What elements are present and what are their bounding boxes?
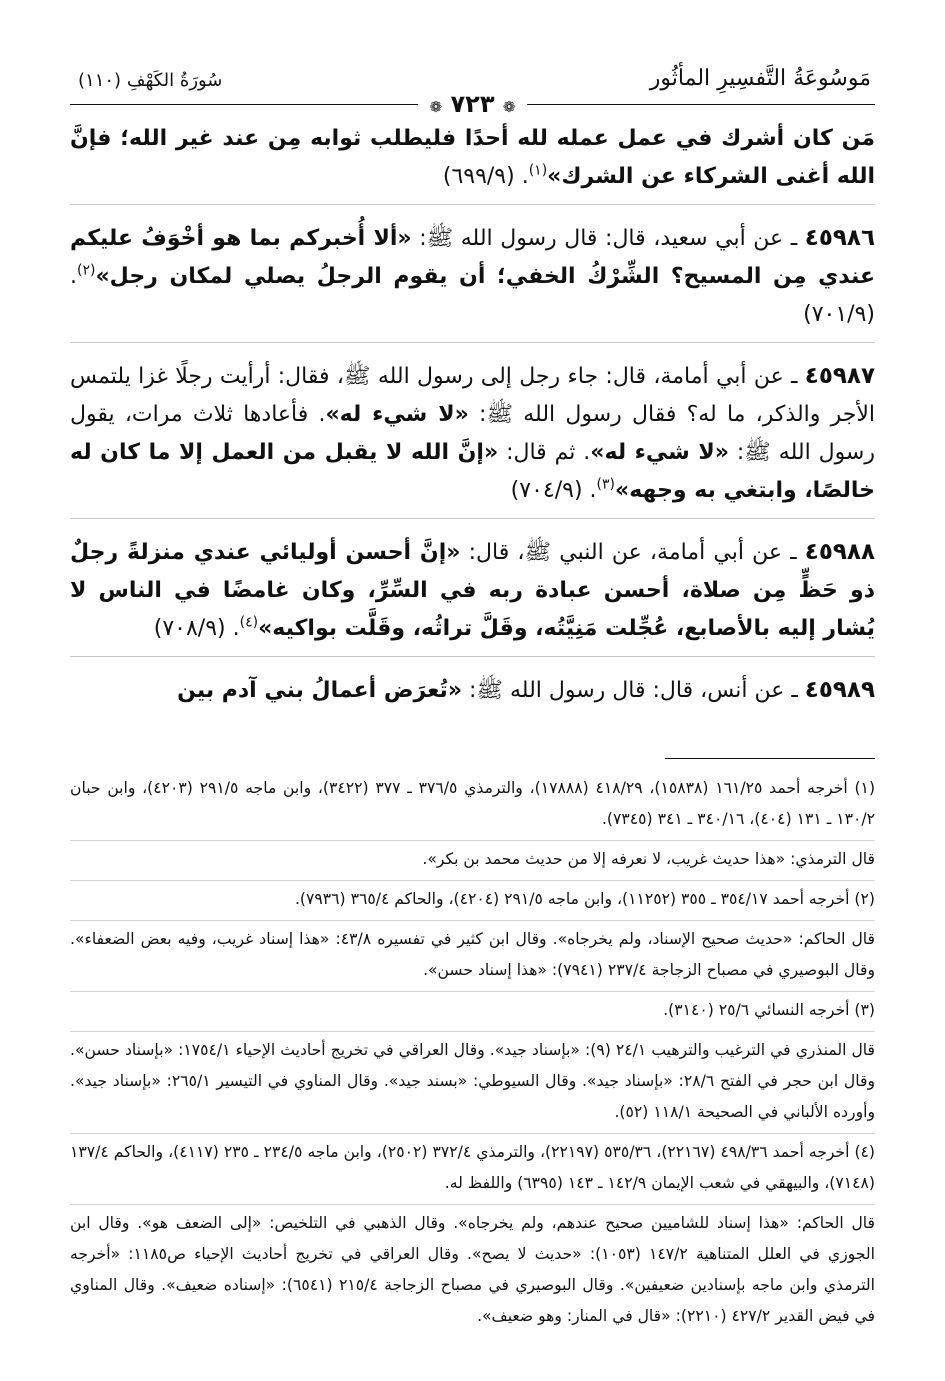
entry-45987 xyxy=(70,342,875,510)
volume-ref: . (٧٠٤/٩) xyxy=(510,478,597,503)
hadith-text: «تُعرَض أعمالُ بني آدم بين xyxy=(177,678,463,703)
narration-text: . فأعادها ثلاث مرات، يقول رسول الله ﷺ: xyxy=(70,402,875,465)
footnote-1-comment: قال الترمذي: «هذا حديث غريب، لا نعرفه إلا من حديث محمد بن بكر». xyxy=(70,840,875,875)
footnotes xyxy=(70,773,875,1332)
entry-number: ٤٥٩٨٧ xyxy=(804,363,875,389)
page-header xyxy=(70,58,875,120)
footnote-ref: (٢) xyxy=(77,262,96,279)
footnote-divider xyxy=(665,758,875,759)
volume-ref: . (٧٠١/٩) xyxy=(70,264,875,327)
hadith-text: «إنَّ الله لا يقبل من العمل إلا ما كان له خالصًا، وابتغي به وجهه» xyxy=(70,440,875,503)
entry-45988 xyxy=(70,518,875,648)
narration-text: . ثم قال: xyxy=(498,440,591,465)
footnote-ref: (٣) xyxy=(596,476,615,493)
entry-number: ٤٥٩٨٦ xyxy=(804,225,875,251)
footnote-3-comment: قال المنذري في الترغيب والترهيب ٢٤/١ (٩): «بإسناد جيد». وقال العراقي في تخريج أحاديث الإحياء ١٧٥٤/١: «بإسناد حسن». وقال ابن حجر في الفتح ٢٨/٦: «بإسناد جيد». وقال السيوطي: «بسند جيد». وقال المناوي في التيسير ٢٦٥/١: «بإسناد جيد». وأورده الألباني في الصحيحة ١١٨/١ (٥٢). xyxy=(70,1031,875,1128)
page-number-box xyxy=(418,90,528,118)
surah-label xyxy=(78,70,222,91)
surah-name: سُورَةُ الكَهْفِ xyxy=(126,70,223,91)
entry-45986 xyxy=(70,204,875,334)
footnote-2: (٢) أخرجه أحمد ٣٥٤/١٧ ـ ٣٥٥ (١١٢٥٢)، وابن ماجه ٢٩١/٥ (٤٢٠٤)، والحاكم ٣٦٥/٤ (٧٩٣٦). xyxy=(70,880,875,915)
ornament-icon: ❁ xyxy=(502,98,516,116)
narration-text: ـ عن أبي أمامة، قال: جاء رجل إلى رسول الله ﷺ، فقال: أرأيت رجلًا غزا يلتمس الأجر والذكر، ما له؟ فقال رسول الله ﷺ: xyxy=(70,364,876,427)
page-number: ٧٢٣ xyxy=(450,90,495,118)
verse-reference: (١١٠) xyxy=(78,70,122,91)
narration-chain: ـ عن أنس، قال: قال رسول الله ﷺ: xyxy=(462,678,805,703)
footnote-1: (١) أخرجه أحمد ١٦١/٢٥ (١٥٨٣٨)، ٤١٨/٢٩ (١٧٨٨٨)، والترمذي ٣٧٦/٥ ـ ٣٧٧ (٣٤٢٢)، وابن ماجه ٢٩١/٥ (٤٢٠٣)، وابن حبان ١٣٠/٢ ـ ١٣١ (٤٠٤)، ٣٤٠/١٦ ـ ٣٤١ (٧٣٤٥). xyxy=(70,779,876,828)
book-title: مَوسُوعَةُ التَّفسِيرِ المأثُور xyxy=(649,66,871,91)
footnote-4: (٤) أخرجه أحمد ٤٩٨/٣٦ (٢٢١٦٧)، ٥٣٥/٣٦ (٢٢١٩٧)، والترمذي ٣٧٢/٤ (٢٥٠٢)، وابن ماجه ٢٣٤/٥ ـ ٢٣٥ (٤١١٧)، والحاكم ١٣٧/٤ (٧١٤٨)، والبيهقي في شعب الإيمان ١٤٢/٩ ـ ١٤٣ (٦٣٩٥) واللفظ له. xyxy=(70,1133,875,1199)
main-text xyxy=(70,120,875,710)
hadith-text: «ألا أُخبركم بما هو أخْوَفُ عليكم عندي مِن المسيح؟ الشِّرْكُ الخفي؛ أن يقوم الرجلُ يصلي لمكان رجل» xyxy=(70,226,875,289)
hadith-text: مَن كان أشرك في عمل عمله لله أحدًا فليطلب ثوابه مِن عند غير الله؛ فإنَّ الله أغنى الشركاء عن الشرك» xyxy=(70,126,875,189)
entry-45989 xyxy=(70,656,875,710)
entry-number: ٤٥٩٨٩ xyxy=(804,677,875,703)
page xyxy=(70,58,875,1332)
volume-ref: . (٦٩٩/٩) xyxy=(442,164,529,189)
narration-chain: ـ عن أبي سعيد، قال: قال رسول الله ﷺ: xyxy=(411,226,805,251)
footnote-ref: (٤) xyxy=(239,614,259,631)
volume-ref: . (٧٠٨/٩) xyxy=(153,616,240,641)
footnote-ref: (١) xyxy=(528,162,548,179)
entry-number: ٤٥٩٨٨ xyxy=(804,539,875,565)
ornament-icon: ❁ xyxy=(429,98,443,116)
footnote-4-comment: قال الحاكم: «هذا إسناد للشاميين صحيح عندهم، ولم يخرجاه». وقال الذهبي في التلخيص: «إلى الضعف هو». وقال ابن الجوزي في العلل المتناهية ١٤٧/٢ (١٠٥٣): «حديث لا يصح». وقال العراقي في تخريج أحاديث الإحياء ص١١٨٥: «أخرجه الترمذي وابن ماجه بإسنادين ضعيفين». وقال البوصيري في مصباح الزجاجة ٢١٥/٤ (٦٥٤١): «إسناده ضعيف». وقال المناوي في فيض القدير ٤٢٧/٢ (٢٢١٠): «قال في المنار: وهو ضعيف». xyxy=(70,1204,875,1332)
hadith-text: «لا شيء له» xyxy=(325,402,469,427)
hadith-text: «لا شيء له» xyxy=(590,440,729,465)
hadith-text: «إنَّ أحسن أوليائي عندي منزلةً رجلٌ ذو حَظٍّ مِن صلاة، أحسن عبادة ربه في السِّرِّ، وكان غامضًا في الناس لا يُشار إليه بالأصابع، عُجِّلت مَنِيَّتُه، وقَلَّ تراثُه، وقَلَّت بواكيه» xyxy=(70,540,875,641)
intro-paragraph xyxy=(70,120,875,196)
footnote-2-comment: قال الحاكم: «حديث صحيح الإسناد، ولم يخرجاه». وقال ابن كثير في تفسيره ٤٣/٨: «هذا إسناد غريب، وفيه بعض الضعفاء». وقال البوصيري في مصباح الزجاجة ٢٣٧/٤ (٧٩٤١): «هذا إسناد حسن». xyxy=(70,920,875,986)
narration-chain: ـ عن أبي أمامة، عن النبي ﷺ، قال: xyxy=(460,540,805,565)
footnote-3: (٣) أخرجه النسائي ٢٥/٦ (٣١٤٠). xyxy=(70,991,875,1026)
